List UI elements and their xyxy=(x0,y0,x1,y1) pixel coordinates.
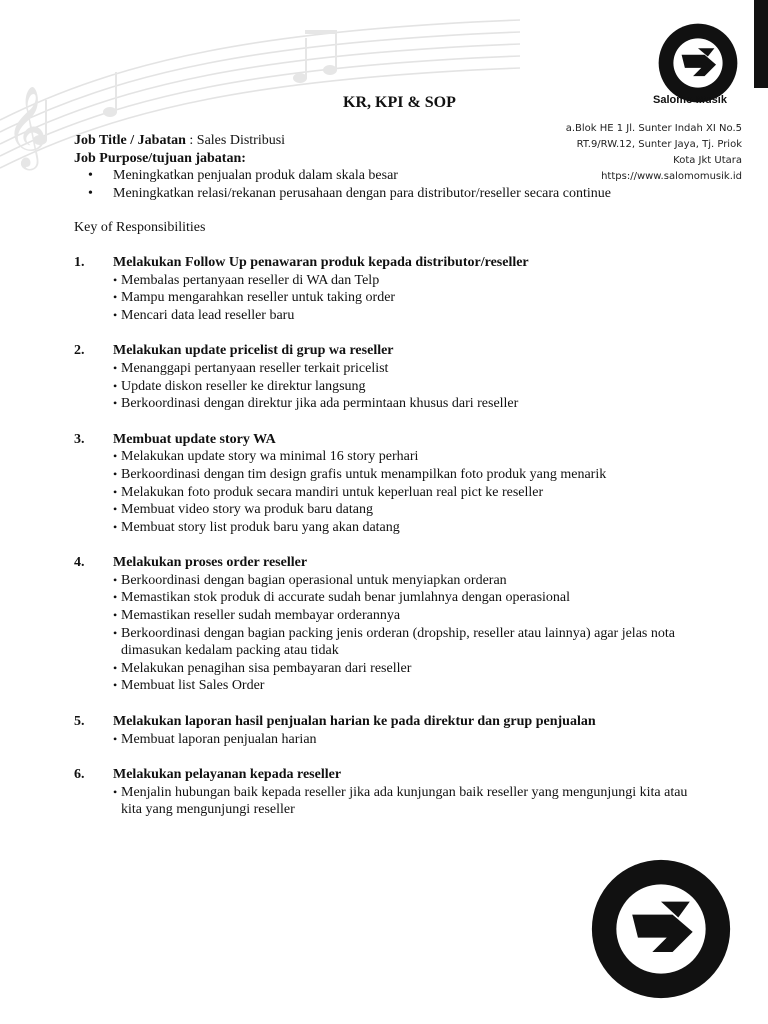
section-number: 3. xyxy=(74,431,85,447)
list-item: • Berkoordinasi dengan bagian operasional untuk menyiapkan orderan xyxy=(74,572,704,590)
section-number: 5. xyxy=(74,714,85,730)
list-item: • Berkoordinasi dengan direktur jika ada permintaan khusus dari reseller xyxy=(74,395,704,413)
list-item: • Membuat laporan penjualan harian xyxy=(74,731,704,749)
section-number: 1. xyxy=(74,254,85,270)
section-items xyxy=(74,572,704,695)
list-item: • Mencari data lead reseller baru xyxy=(74,307,704,325)
job-title-label: Job Title / Jabatan xyxy=(74,133,186,148)
list-item: • Membuat video story wa produk baru datang xyxy=(74,501,704,519)
section-heading xyxy=(74,342,704,360)
responsibility-section xyxy=(74,554,704,695)
list-item: • Memastikan stok produk di accurate sudah benar jumlahnya dengan operasional xyxy=(74,589,704,607)
list-item: • Membuat list Sales Order xyxy=(74,677,704,695)
section-items xyxy=(74,448,704,536)
salomo-logo-icon xyxy=(657,22,739,104)
document-body xyxy=(74,132,704,819)
edge-bar xyxy=(754,0,768,88)
document-title: KR, KPI & SOP xyxy=(343,94,456,111)
job-title-line xyxy=(74,132,704,150)
responsibility-section xyxy=(74,713,704,748)
section-items xyxy=(74,360,704,413)
job-title-separator: : xyxy=(185,133,197,148)
address-line: Kota Jkt Utara xyxy=(673,155,742,166)
section-number: 4. xyxy=(74,555,85,571)
list-item: • Menjalin hubungan baik kepada reseller jika ada kunjungan baik reseller yang mengunjungi kita atau kita yang mengunjungi reseller xyxy=(74,784,704,819)
list-item: • Melakukan foto produk secara mandiri untuk keperluan real pict ke reseller xyxy=(74,484,704,502)
list-item: • Menanggapi pertanyaan reseller terkait pricelist xyxy=(74,360,704,378)
purpose-item: • Meningkatkan relasi/rekanan perusahaan dengan para distributor/reseller secara continue xyxy=(74,185,704,203)
section-heading xyxy=(74,554,704,572)
key-of-responsibilities-heading: Key of Responsibilities xyxy=(74,220,206,236)
section-heading xyxy=(74,431,704,449)
responsibility-section xyxy=(74,431,704,537)
responsibility-section xyxy=(74,766,704,819)
section-title: Melakukan laporan hasil penjualan harian ke pada direktur dan grup penjualan xyxy=(113,714,596,730)
section-items xyxy=(74,731,704,749)
section-number: 6. xyxy=(74,767,85,783)
section-title: Melakukan Follow Up penawaran produk kepada distributor/reseller xyxy=(113,254,529,270)
section-heading xyxy=(74,254,704,272)
address-line: a.Blok HE 1 Jl. Sunter Indah XI No.5 xyxy=(565,123,742,134)
section-heading xyxy=(74,766,704,784)
responsibility-section xyxy=(74,254,704,324)
website: https://www.salomomusik.id xyxy=(601,171,742,182)
salomo-large-logo-icon xyxy=(589,857,733,1001)
brand-name: Salomo Musik xyxy=(653,94,727,106)
job-purpose-list xyxy=(74,167,704,202)
job-purpose-label: Job Purpose/tujuan jabatan: xyxy=(74,150,246,166)
list-item: • Berkoordinasi dengan bagian packing jenis orderan (dropship, reseller atau lainnya) agar jelas nota dimasukan kedalam packing atau tidak xyxy=(74,625,704,660)
section-title: Membuat update story WA xyxy=(113,431,276,447)
list-item: • Melakukan penagihan sisa pembayaran dari reseller xyxy=(74,660,704,678)
purpose-item: • Meningkatkan penjualan produk dalam skala besar xyxy=(74,167,704,185)
list-item: • Berkoordinasi dengan tim design grafis untuk menampilkan foto produk yang menarik xyxy=(74,466,704,484)
list-item: • Melakukan update story wa minimal 16 story perhari xyxy=(74,448,704,466)
svg-text:𝄞: 𝄞 xyxy=(6,85,48,167)
list-item: • Membuat story list produk baru yang akan datang xyxy=(74,519,704,537)
list-item: • Memastikan reseller sudah membayar orderannya xyxy=(74,607,704,625)
section-heading xyxy=(74,713,704,731)
section-title: Melakukan update pricelist di grup wa reseller xyxy=(113,343,394,359)
section-title: Melakukan pelayanan kepada reseller xyxy=(113,767,342,783)
section-number: 2. xyxy=(74,343,85,359)
list-item: • Update diskon reseller ke direktur langsung xyxy=(74,378,704,396)
section-items xyxy=(74,784,704,819)
section-items xyxy=(74,272,704,325)
section-title: Melakukan proses order reseller xyxy=(113,555,308,571)
list-item: • Membalas pertanyaan reseller di WA dan Telp xyxy=(74,272,704,290)
responsibility-section xyxy=(74,342,704,412)
job-title-value: Sales Distribusi xyxy=(196,133,286,148)
list-item: • Mampu mengarahkan reseller untuk taking order xyxy=(74,289,704,307)
address-line: RT.9/RW.12, Sunter Jaya, Tj. Priok xyxy=(576,139,742,150)
